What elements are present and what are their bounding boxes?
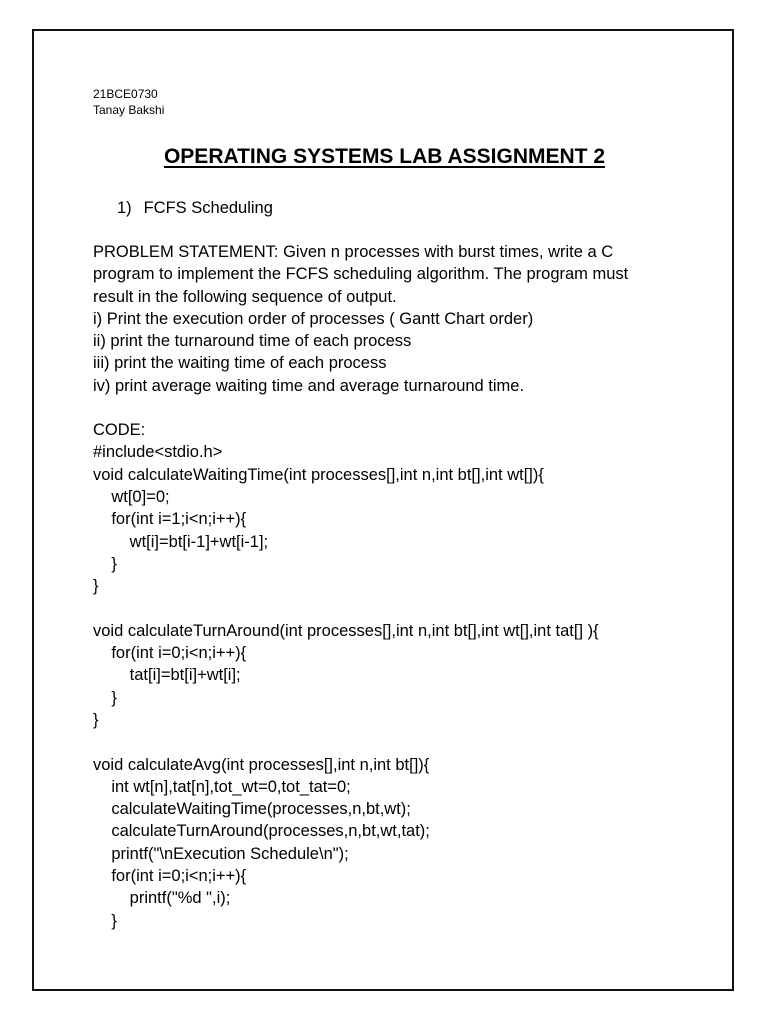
code-line: int wt[n],tat[n],tot_wt=0,tot_tat=0; — [93, 777, 351, 796]
code-line: #include<stdio.h> — [93, 443, 223, 462]
section-heading — [117, 197, 713, 219]
page-title: OPERATING SYSTEMS LAB ASSIGNMENT 2 — [163, 145, 606, 168]
code-line: void calculateTurnAround(int processes[],int n,int bt[],int wt[],int tat[] ){ — [93, 621, 599, 640]
problem-line: iii) print the waiting time of each process — [93, 354, 387, 373]
problem-line: iv) print average waiting time and average turnaround time. — [93, 376, 525, 395]
code-line: } — [93, 688, 117, 707]
section-number: 1) — [117, 199, 132, 217]
code-line: calculateTurnAround(processes,n,bt,wt,tat); — [93, 822, 430, 841]
code-line: void calculateWaitingTime(int processes[],int n,int bt[],int wt[]){ — [93, 465, 544, 484]
code-line: void calculateAvg(int processes[],int n,int bt[]){ — [93, 755, 430, 774]
problem-line: program to implement the FCFS scheduling algorithm. The program must — [93, 265, 629, 284]
code-label: CODE: — [93, 421, 146, 440]
problem-line: PROBLEM STATEMENT: Given n processes with burst times, write a C — [93, 243, 614, 261]
code-line: printf("%d ",i); — [93, 889, 231, 908]
code-block — [93, 441, 713, 932]
code-line: for(int i=1;i<n;i++){ — [93, 510, 247, 529]
code-line: } — [93, 554, 117, 573]
code-line: printf("\nExecution Schedule\n"); — [93, 844, 349, 863]
code-line — [93, 597, 713, 619]
code-line: } — [93, 577, 99, 596]
code-line: } — [93, 710, 99, 729]
section-label: FCFS Scheduling — [143, 199, 273, 217]
code-line: calculateWaitingTime(processes,n,bt,wt); — [93, 800, 411, 819]
student-id: 21BCE0730 — [93, 87, 158, 101]
code-line: wt[i]=bt[i-1]+wt[i-1]; — [93, 532, 269, 551]
code-line: } — [93, 911, 117, 930]
problem-line: result in the following sequence of output. — [93, 287, 397, 306]
problem-statement — [93, 241, 713, 397]
code-line: for(int i=0;i<n;i++){ — [93, 644, 247, 663]
code-line: tat[i]=bt[i]+wt[i]; — [93, 666, 241, 685]
code-line: for(int i=0;i<n;i++){ — [93, 867, 247, 886]
code-line — [93, 731, 713, 753]
problem-line: ii) print the turnaround time of each process — [93, 332, 412, 351]
code-line: wt[0]=0; — [93, 487, 170, 506]
student-name: Tanay Bakshi — [93, 103, 165, 117]
problem-line: i) Print the execution order of processes ( Gantt Chart order) — [93, 309, 534, 328]
document-body — [93, 86, 713, 932]
